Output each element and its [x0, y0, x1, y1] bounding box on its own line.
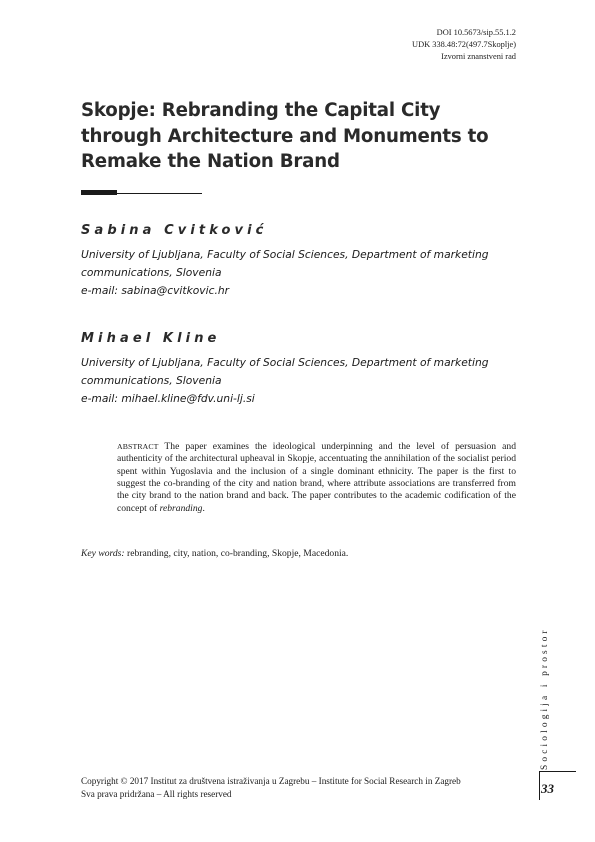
author-block-2 [81, 330, 521, 408]
abstract-text: The paper examines the ideological underpinning and the level of persuasion and authenticity of the architectural upheaval in Skopje, accentuating the annihilation of the socialist period spent within Yugoslavia and the inclusion of a single dominant ethnicity. The paper is the first to suggest the co-branding of the city and nation brand, where attribute associations are transferred from the city brand to the nation brand and back. The paper contributes to the academic codification of the concept of [117, 441, 516, 514]
journal-name-vertical: Sociologija i prostor [540, 627, 550, 770]
abstract [117, 441, 516, 515]
affiliation-text: University of Ljubljana, Faculty of Social Sciences, Department of marketing communications, Slovenia [81, 248, 489, 279]
author-email: e-mail: sabina@cvitkovic.hr [81, 284, 230, 297]
author-affiliation [81, 354, 521, 408]
abstract-end: . [202, 502, 205, 514]
affiliation-text: University of Ljubljana, Faculty of Social Sciences, Department of marketing communications, Slovenia [81, 356, 489, 387]
udk-code: UDK 338.48:72(497.7Skoplje) [412, 40, 516, 49]
doi: DOI 10.5673/sip.55.1.2 [436, 28, 516, 37]
sidebar-rule [539, 771, 576, 772]
author-name: Mihael Kline [81, 331, 221, 346]
title-rule-thin [117, 193, 202, 194]
abstract-italic-term: rebranding [159, 502, 203, 514]
article-metadata [256, 27, 516, 63]
author-email: e-mail: mihael.kline@fdv.uni-lj.si [81, 392, 255, 405]
title-rule-thick [81, 190, 117, 195]
keywords [81, 548, 521, 560]
sidebar-vertical-rule [539, 771, 540, 800]
keywords-text: rebranding, city, nation, co-branding, Skopje, Macedonia. [124, 548, 349, 559]
copyright-line-1: Copyright © 2017 Institut za društvena istraživanja u Zagrebu – Institute for Social Research in Zagreb [81, 776, 461, 786]
author-block-1 [81, 222, 521, 300]
page-number: 33 [541, 781, 554, 796]
author-affiliation [81, 246, 521, 300]
article-type: Izvorni znanstveni rad [441, 52, 516, 61]
article-title: Skopje: Rebranding the Capital City through Architecture and Monuments to Remake the Nation Brand [81, 100, 489, 172]
copyright-notice [81, 775, 521, 801]
abstract-label: ABSTRACT [117, 442, 159, 451]
author-name: Sabina Cvitković [81, 223, 268, 238]
copyright-line-2: Sva prava pridržana – All rights reserved [81, 789, 232, 799]
keywords-label: Key words: [81, 548, 125, 559]
